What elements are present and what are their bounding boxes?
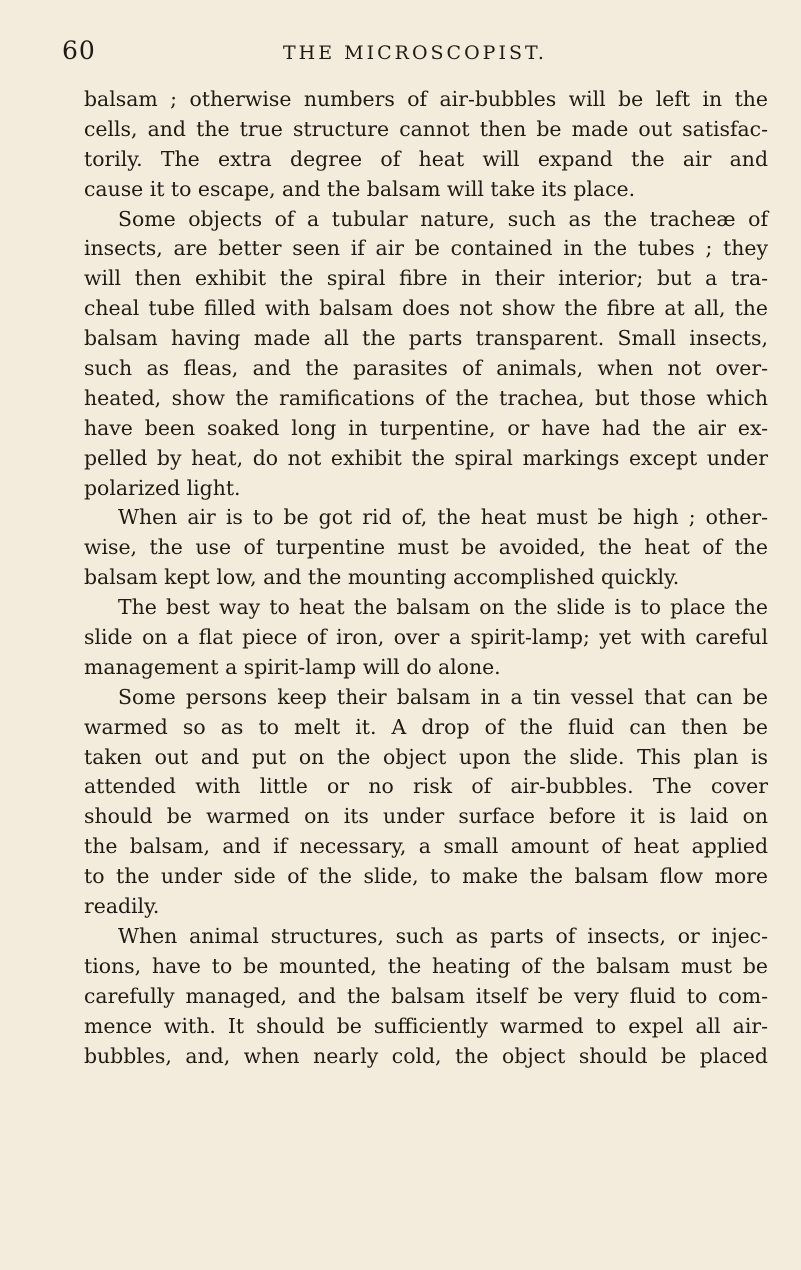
text-line: carefully managed, and the balsam itself be very fluid to com- xyxy=(84,983,768,1008)
page-header xyxy=(0,36,801,76)
text-line: tions, have to be mounted, the heating of the balsam must be xyxy=(84,953,768,978)
text-line: insects, are better seen if air be contained in the tubes ; they xyxy=(84,236,768,261)
text-line: cheal tube filled with balsam does not show the fibre at all, the xyxy=(84,296,768,321)
text-line: torily. The extra degree of heat will expand the air and xyxy=(84,146,768,171)
text-line: cells, and the true structure cannot then be made out satisfac- xyxy=(84,116,768,141)
text-line: Some persons keep their balsam in a tin vessel that can be xyxy=(118,684,768,709)
page-number: 60 xyxy=(62,36,96,65)
text-line: taken out and put on the object upon the slide. This plan is xyxy=(84,744,768,769)
text-line: balsam having made all the parts transparent. Small insects, xyxy=(84,326,768,351)
text-line: Some objects of a tubular nature, such as the tracheæ of xyxy=(118,206,768,231)
text-line: polarized light. xyxy=(84,475,241,500)
text-line: The best way to heat the balsam on the slide is to place the xyxy=(118,595,768,620)
running-head: THE MICROSCOPIST. xyxy=(283,42,547,64)
text-line: management a spirit-lamp will do alone. xyxy=(84,654,501,679)
text-line: will then exhibit the spiral fibre in their interior; but a tra- xyxy=(84,266,768,291)
text-line: to the under side of the slide, to make the balsam flow more xyxy=(84,864,768,889)
text-line: heated, show the ramifications of the trachea, but those which xyxy=(84,385,768,410)
text-line: When animal structures, such as parts of insects, or injec- xyxy=(118,923,768,948)
text-line: warmed so as to melt it. A drop of the fluid can then be xyxy=(84,714,768,739)
text-line: balsam kept low, and the mounting accomplished quickly. xyxy=(84,565,680,590)
body-text xyxy=(84,85,768,1071)
text-line: cause it to escape, and the balsam will take its place. xyxy=(84,176,636,201)
text-line: the balsam, and if necessary, a small amount of heat applied xyxy=(84,834,768,859)
text-line: should be warmed on its under surface before it is laid on xyxy=(84,804,768,829)
text-line: mence with. It should be sufficiently warmed to expel all air- xyxy=(84,1013,768,1038)
text-line: wise, the use of turpentine must be avoided, the heat of the xyxy=(84,535,768,560)
text-line: When air is to be got rid of, the heat must be high ; other- xyxy=(118,505,768,530)
text-line: pelled by heat, do not exhibit the spiral markings except under xyxy=(84,445,768,470)
text-line: balsam ; otherwise numbers of air-bubbles will be left in the xyxy=(84,87,768,111)
text-line: slide on a flat piece of iron, over a spirit-lamp; yet with careful xyxy=(84,625,768,650)
text-line: readily. xyxy=(84,894,160,919)
text-line: have been soaked long in turpentine, or have had the air ex- xyxy=(84,415,768,440)
text-line: attended with little or no risk of air-bubbles. The cover xyxy=(84,774,768,799)
text-line: such as fleas, and the parasites of animals, when not over- xyxy=(84,356,768,381)
text-line: bubbles, and, when nearly cold, the object should be placed xyxy=(84,1043,768,1068)
